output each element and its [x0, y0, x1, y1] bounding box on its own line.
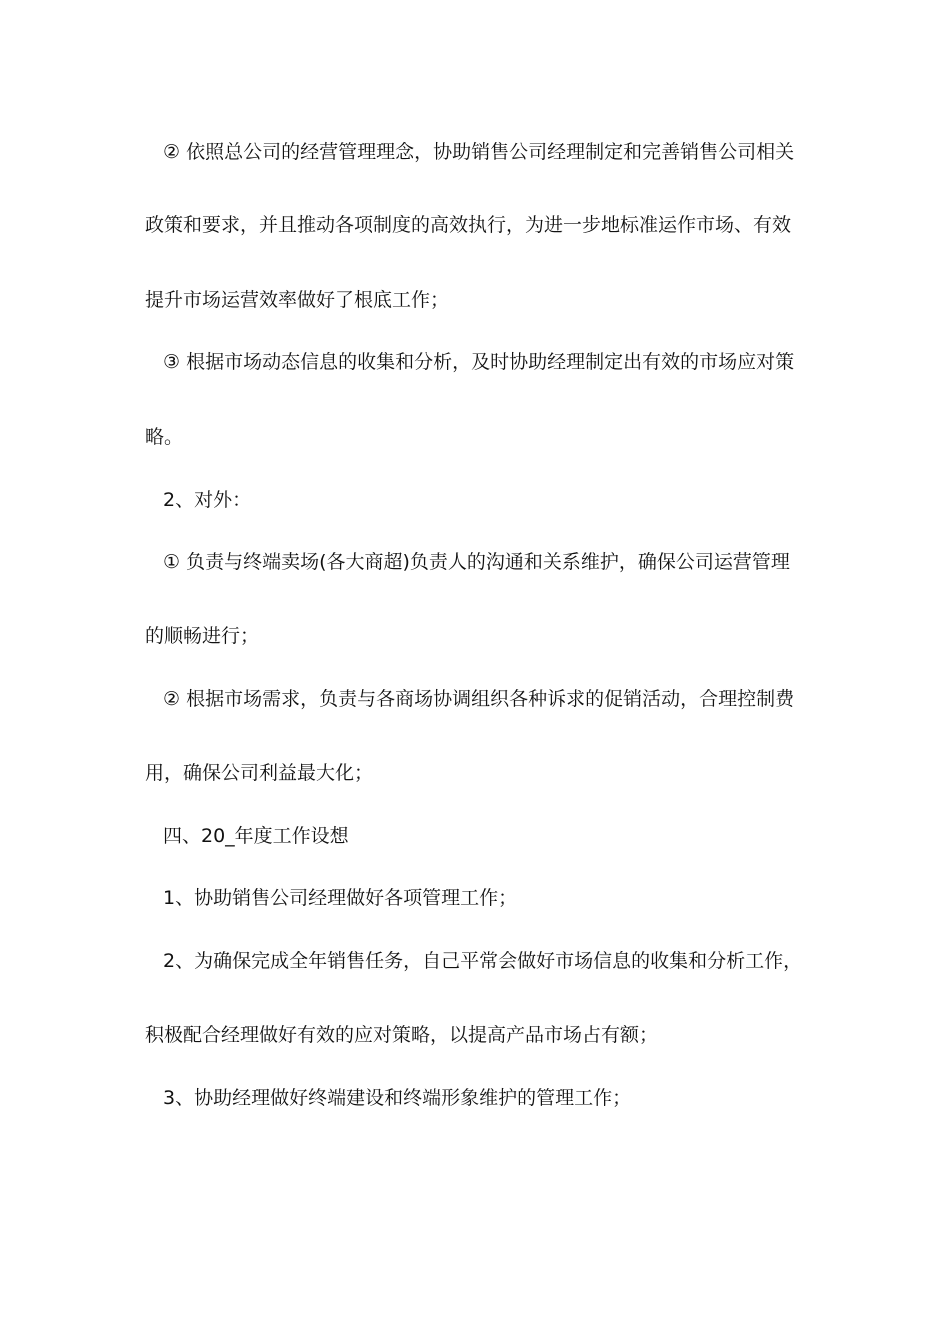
section-heading: 四、20_年度工作设想: [163, 825, 349, 847]
list-item: 2、为确保完成全年销售任务，自己平常会做好市场信息的收集和分析工作，: [163, 950, 803, 972]
paragraph-line: ② 依照总公司的经营管理理念，协助销售公司经理制定和完善销售公司相关: [163, 141, 795, 163]
list-item: 3、协助经理做好终端建设和终端形象维护的管理工作；: [163, 1087, 632, 1109]
paragraph-line: ① 负责与终端卖场(各大商超)负责人的沟通和关系维护，确保公司运营管理: [163, 551, 790, 573]
paragraph-line: 积极配合经理做好有效的应对策略，以提高产品市场占有额；: [145, 1024, 659, 1046]
paragraph-line: 用，确保公司利益最大化；: [145, 762, 374, 784]
section-heading: 2、对外：: [163, 489, 252, 511]
paragraph-line: ③ 根据市场动态信息的收集和分析，及时协助经理制定出有效的市场应对策: [163, 351, 795, 373]
list-item: 1、协助销售公司经理做好各项管理工作；: [163, 887, 518, 909]
paragraph-line: 提升市场运营效率做好了根底工作；: [145, 289, 450, 311]
paragraph-line: 略。: [145, 426, 184, 448]
paragraph-line: 政策和要求，并且推动各项制度的高效执行，为进一步地标准运作市场、有效: [145, 214, 792, 236]
paragraph-line: 的顺畅进行；: [145, 625, 260, 647]
paragraph-line: ② 根据市场需求，负责与各商场协调组织各种诉求的促销活动，合理控制费: [163, 688, 795, 710]
